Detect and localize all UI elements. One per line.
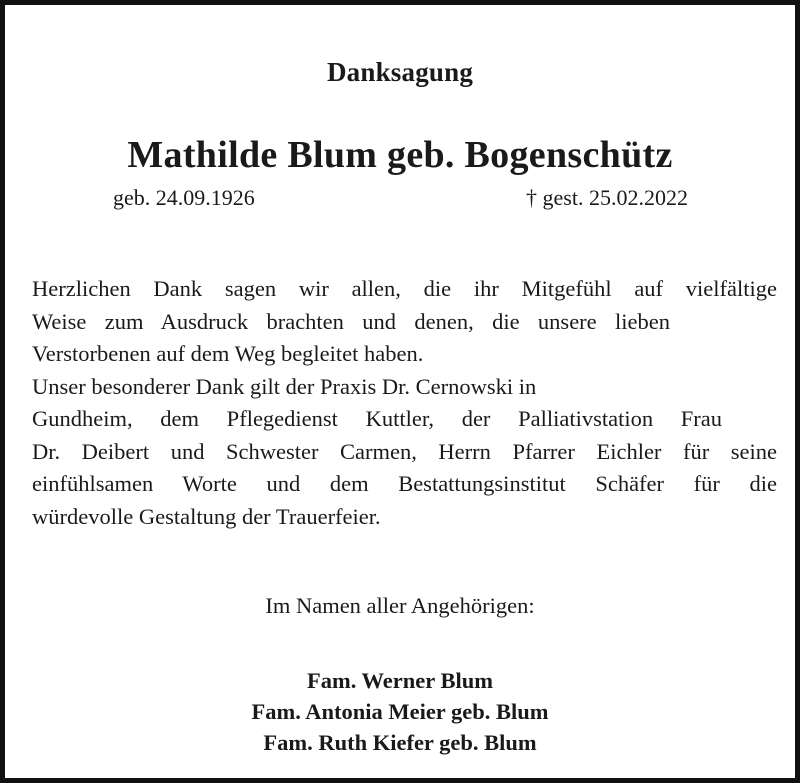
body-line: würdevolle Gestaltung der Trauerfeier. bbox=[32, 503, 381, 529]
body-line: Weise zum Ausdruck brachten und denen, die unsere lieben bbox=[32, 308, 670, 334]
signature-line: Fam. Antonia Meier geb. Blum bbox=[251, 699, 549, 724]
deceased-name: Mathilde Blum geb. Bogenschütz bbox=[127, 134, 673, 176]
body-line: Herzlichen Dank sagen wir allen, die ihr Mitgefühl auf vielfältige bbox=[32, 276, 777, 301]
body-line: Dr. Deibert und Schwester Carmen, Herrn Pfarrer Eichler für seine bbox=[32, 438, 777, 464]
death-date: † gest. 25.02.2022 bbox=[526, 185, 688, 210]
signature-line: Fam. Ruth Kiefer geb. Blum bbox=[263, 730, 537, 755]
body-line: einfühlsamen Worte und dem Bestattungsinstitut Schäfer für die bbox=[32, 471, 777, 496]
body-line: Gundheim, dem Pflegedienst Kuttler, der Palliativstation Frau bbox=[32, 406, 722, 431]
life-dates bbox=[113, 185, 688, 211]
closing-line: Im Namen aller Angehörigen: bbox=[265, 593, 535, 618]
birth-date: geb. 24.09.1926 bbox=[113, 185, 255, 210]
signature-line: Fam. Werner Blum bbox=[306, 668, 494, 693]
signatures bbox=[5, 665, 795, 758]
notice-heading: Danksagung bbox=[326, 57, 474, 87]
body-line: Unser besonderer Dank gilt der Praxis Dr. Cernowski in bbox=[32, 373, 537, 399]
body-line: Verstorbenen auf dem Weg begleitet haben. bbox=[32, 341, 424, 366]
thank-you-text bbox=[32, 273, 777, 533]
